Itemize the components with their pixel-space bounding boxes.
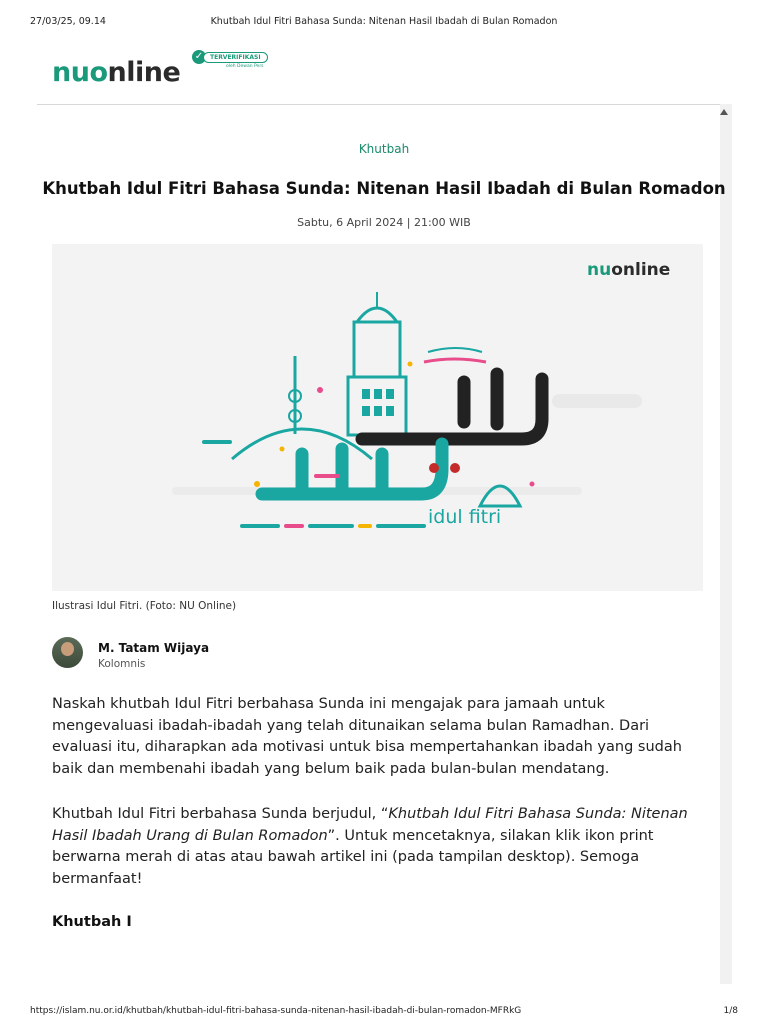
paragraph-print-prefix: Khutbah Idul Fitri berbahasa Sunda berjudul, “: [52, 806, 389, 822]
section-heading-khutbah-1: Khutbah I: [52, 914, 132, 930]
print-doc-title: Khutbah Idul Fitri Bahasa Sunda: Nitenan Hasil Ibadah di Bulan Romadon: [210, 16, 558, 27]
article-title: Khutbah Idul Fitri Bahasa Sunda: Nitenan Hasil Ibadah di Bulan Romadon: [42, 179, 726, 198]
nu-online-logo[interactable]: [52, 51, 272, 92]
hero-idul-fitri-text: idul fitri: [428, 506, 502, 528]
article-meta: Sabtu, 6 April 2024 | 21:00 WIB: [297, 216, 471, 229]
category-link[interactable]: Khutbah: [358, 142, 410, 156]
logo-o: o: [89, 57, 108, 88]
logo-wordmark: [52, 56, 180, 90]
author-role: Kolomnis: [98, 658, 146, 670]
paragraph-print-italic-title: Khutbah Idul Fitri Bahasa Sunda: Nitenan Hasil Ibadah Urang di Bulan Romadon: [52, 806, 688, 844]
author-avatar[interactable]: [52, 637, 83, 668]
logo-nu: nu: [52, 57, 90, 88]
check-icon: ✓: [192, 50, 206, 64]
idul-fitri-illustration: [52, 244, 703, 591]
verified-badge: [192, 50, 268, 69]
scroll-up-arrow-icon[interactable]: [720, 109, 728, 115]
logo-rest: nline: [107, 57, 181, 88]
hero-logo-rest: online: [611, 260, 671, 280]
verified-label: TERVERIFIKASI: [203, 52, 268, 63]
image-caption: Ilustrasi Idul Fitri. (Foto: NU Online): [52, 600, 237, 612]
print-url: https://islam.nu.or.id/khutbah/khutbah-idul-fitri-bahasa-sunda-nitenan-hasil-ibadah-di-bulan-romadon-MFRkG: [30, 1006, 522, 1016]
verified-sub: oleh Dewan Pers: [226, 64, 264, 69]
print-page-number: 1/8: [723, 1006, 738, 1016]
paragraph-intro: Naskah khutbah Idul Fitri berbahasa Sunda ini mengajak para jamaah untuk mengevaluasi ibadah-ibadah yang telah ditunaikan selama bulan Ramadhan. Dari evaluasi itu, diharapkan ada motivasi untuk bisa mempertahankan ibadah yang sudah baik dan membenahi ibadah yang belum baik pada bulan-bulan mendatang.: [52, 696, 682, 777]
scrollbar[interactable]: [720, 104, 732, 984]
paragraph-print-info: [52, 804, 702, 890]
hero-logo-nu: nu: [587, 260, 612, 280]
hero-image: [52, 244, 703, 591]
header-divider: [37, 104, 731, 105]
paragraph-print-suffix: ”. Untuk mencetaknya, silakan klik ikon print berwarna merah di atas atau bawah artikel ini (pada tampilan desktop). Semoga bermanfaat!: [52, 827, 654, 887]
author-name[interactable]: M. Tatam Wijaya: [98, 641, 210, 655]
print-date: 27/03/25, 09.14: [30, 16, 106, 27]
hero-nu-online-logo: [587, 260, 670, 280]
